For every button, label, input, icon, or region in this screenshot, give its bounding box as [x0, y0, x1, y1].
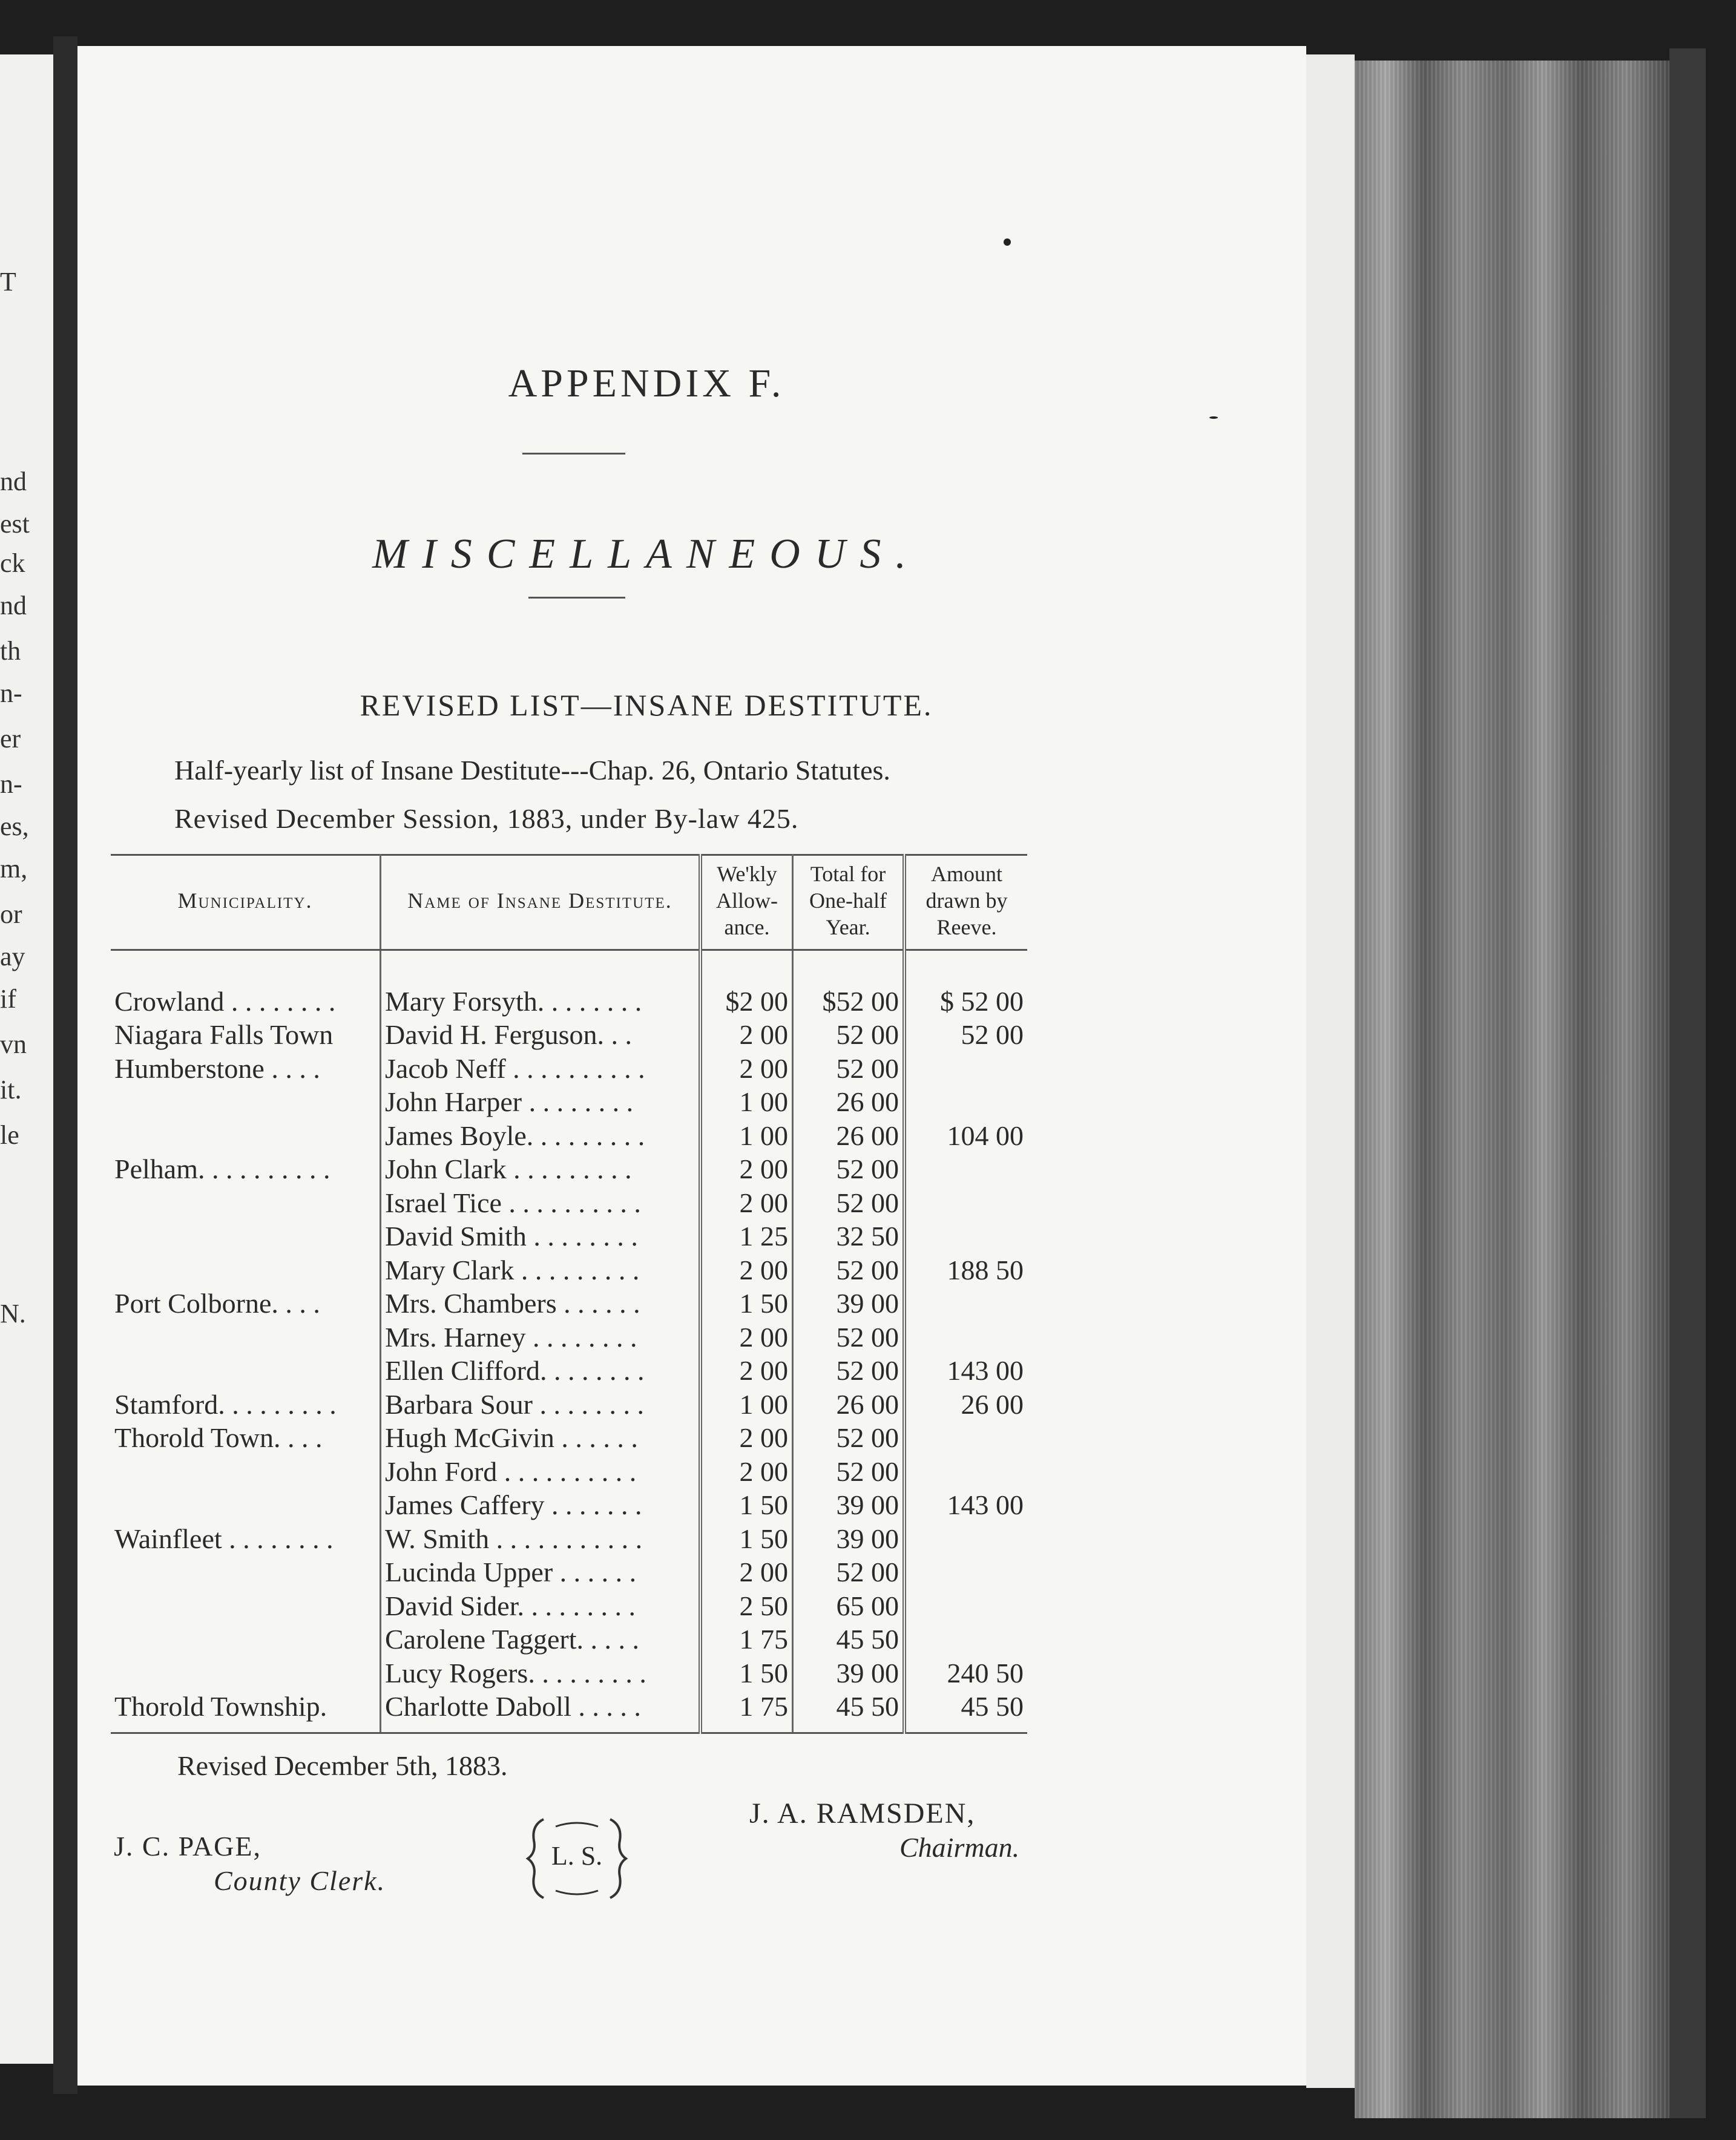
cell-weekly: 1 00 [700, 1388, 793, 1422]
table-row [111, 1589, 1027, 1623]
cell-total: 39 00 [793, 1522, 905, 1556]
cell-weekly: 2 00 [700, 1018, 793, 1052]
cell-amount [904, 1421, 1027, 1455]
header-amount-drawn: Amount drawn by Reeve. [904, 855, 1027, 950]
cell-weekly: 2 00 [700, 1052, 793, 1086]
cell-amount [904, 1287, 1027, 1321]
cell-municipality [111, 1219, 381, 1253]
cell-municipality [111, 1656, 381, 1690]
destitute-table [111, 854, 1027, 1734]
cell-weekly: 2 00 [700, 1354, 793, 1388]
cell-municipality: Port Colborne. . . . [111, 1287, 381, 1321]
cell-total: 65 00 [793, 1589, 905, 1623]
cell-total: 52 00 [793, 1354, 905, 1388]
header-weekly-allowance: We'kly Allow-ance. [700, 855, 793, 950]
cell-amount: 26 00 [961, 1388, 1024, 1420]
table-row [111, 1354, 1027, 1388]
table-row [111, 1186, 1027, 1220]
table-spacer-row [111, 950, 1027, 985]
cell-name: Mrs. Chambers . . . . . . [381, 1287, 701, 1321]
cell-total: 52 00 [793, 1052, 905, 1086]
cell-name: W. Smith . . . . . . . . . . . [381, 1522, 701, 1556]
prev-page-fragment: n- [0, 678, 22, 708]
cell-name: Charlotte Daboll . . . . . [381, 1690, 701, 1733]
cell-total: 26 00 [793, 1388, 905, 1422]
cell-total: 45 50 [793, 1690, 905, 1733]
cell-total: 52 00 [793, 1253, 905, 1287]
cell-name: David Sider. . . . . . . . . [381, 1589, 701, 1623]
chairman-title: Chairman. [899, 1832, 1020, 1863]
cell-weekly: 1 75 [700, 1690, 793, 1733]
cell-municipality: Pelham. . . . . . . . . . [111, 1152, 381, 1186]
table-header-row [111, 855, 1027, 950]
cell-municipality: Crowland . . . . . . . . [111, 985, 381, 1019]
table-row [111, 1690, 1027, 1733]
cell-total: 45 50 [793, 1623, 905, 1656]
prev-page-fragment: nd [0, 591, 27, 620]
cell-amount [904, 1321, 1027, 1354]
prev-page-fragment: ay [0, 942, 25, 971]
table-row [111, 1555, 1027, 1589]
cell-total: 26 00 [793, 1085, 905, 1119]
cell-weekly: $2 00 [700, 985, 793, 1019]
previous-page-edge [0, 54, 53, 2064]
title-divider [522, 453, 625, 455]
cell-municipality: Niagara Falls Town [111, 1018, 381, 1052]
cell-name: John Ford . . . . . . . . . . [381, 1455, 701, 1489]
prev-page-fragment: le [0, 1120, 19, 1150]
table-row [111, 1321, 1027, 1354]
prev-page-fragment: or [0, 899, 22, 929]
table-row [111, 985, 1027, 1019]
cell-municipality [111, 1321, 381, 1354]
table-row [111, 1287, 1027, 1321]
cell-municipality [111, 1186, 381, 1220]
prev-page-fragment: T [0, 267, 16, 297]
prev-page-fragment: if [0, 984, 16, 1014]
cell-name: Lucinda Upper . . . . . . [381, 1555, 701, 1589]
prev-page-fragment: ck [0, 548, 25, 578]
page-edge-inner [1306, 54, 1355, 2088]
header-municipality: Municipality. [111, 855, 381, 950]
cell-name: Mrs. Harney . . . . . . . . [381, 1321, 701, 1354]
cell-total: $52 00 [793, 985, 905, 1019]
cell-amount: 188 50 [947, 1254, 1024, 1285]
clerk-title: County Clerk. [214, 1865, 386, 1896]
cell-municipality [111, 1253, 381, 1287]
cell-weekly: 1 50 [700, 1522, 793, 1556]
cell-municipality [111, 1119, 381, 1153]
cell-name: Hugh McGivin . . . . . . [381, 1421, 701, 1455]
seal-mark [525, 1813, 628, 1904]
cell-weekly: 1 75 [700, 1623, 793, 1656]
table-row [111, 1421, 1027, 1455]
cell-weekly: 2 00 [700, 1455, 793, 1489]
appendix-title: APPENDIX F. [508, 361, 785, 405]
cell-municipality: Humberstone . . . . [111, 1052, 381, 1086]
cell-amount [904, 1522, 1027, 1556]
table-row [111, 1119, 1027, 1153]
cell-amount: 104 00 [947, 1120, 1024, 1151]
clerk-name: J. C. PAGE, [114, 1831, 261, 1862]
table-row [111, 1085, 1027, 1119]
cell-name: Mary Clark . . . . . . . . . [381, 1253, 701, 1287]
section-title: MISCELLANEOUS. [372, 531, 921, 577]
prev-page-fragment: th [0, 636, 21, 666]
cell-municipality [111, 1354, 381, 1388]
cell-total: 32 50 [793, 1219, 905, 1253]
table-row [111, 1219, 1027, 1253]
cell-total: 52 00 [793, 1555, 905, 1589]
cell-amount: $ 52 00 [940, 985, 1024, 1017]
cell-weekly: 1 00 [700, 1119, 793, 1153]
cell-amount: 143 00 [947, 1355, 1024, 1387]
cell-name: Ellen Clifford. . . . . . . . [381, 1354, 701, 1388]
cell-total: 52 00 [793, 1018, 905, 1052]
cell-municipality: Stamford. . . . . . . . . [111, 1388, 381, 1422]
cell-amount: 143 00 [947, 1489, 1024, 1521]
cell-municipality: Thorold Town. . . . [111, 1421, 381, 1455]
cell-total: 52 00 [793, 1421, 905, 1455]
prev-page-fragment: N. [0, 1299, 26, 1328]
cell-total: 39 00 [793, 1656, 905, 1690]
cell-amount [904, 1555, 1027, 1589]
cell-municipality [111, 1455, 381, 1489]
cell-name: Mary Forsyth. . . . . . . . [381, 985, 701, 1019]
cell-weekly: 2 00 [700, 1186, 793, 1220]
cell-total: 52 00 [793, 1186, 905, 1220]
table-row [111, 1455, 1027, 1489]
cell-amount [904, 1623, 1027, 1656]
prev-page-fragment: m, [0, 854, 28, 884]
cell-weekly: 2 00 [700, 1253, 793, 1287]
cell-municipality [111, 1623, 381, 1656]
subtitle-session: Revised December Session, 1883, under By-law 425. [174, 803, 799, 834]
cell-name: Barbara Sour . . . . . . . . [381, 1388, 701, 1422]
cell-name: Jacob Neff . . . . . . . . . . [381, 1052, 701, 1086]
header-name: Name of Insane Destitute. [381, 855, 701, 950]
table-row [111, 1522, 1027, 1556]
document-page [77, 46, 1306, 2086]
page-speck [1004, 238, 1011, 246]
revised-date: Revised December 5th, 1883. [177, 1750, 508, 1781]
cell-total: 52 00 [793, 1321, 905, 1354]
cell-amount [904, 1589, 1027, 1623]
cell-amount: 52 00 [961, 1019, 1024, 1051]
cell-municipality: Wainfleet . . . . . . . . [111, 1522, 381, 1556]
cell-total: 52 00 [793, 1152, 905, 1186]
cell-amount [904, 1052, 1027, 1086]
table-row [111, 1623, 1027, 1656]
cell-name: David Smith . . . . . . . . [381, 1219, 701, 1253]
cell-name: James Boyle. . . . . . . . . [381, 1119, 701, 1153]
table-row [111, 1253, 1027, 1287]
table-row [111, 1656, 1027, 1690]
cell-municipality [111, 1085, 381, 1119]
cell-amount [904, 1152, 1027, 1186]
table-row [111, 1052, 1027, 1086]
cell-weekly: 2 00 [700, 1555, 793, 1589]
cell-total: 39 00 [793, 1287, 905, 1321]
cell-municipality [111, 1488, 381, 1522]
cell-amount [904, 1219, 1027, 1253]
cell-amount [904, 1455, 1027, 1489]
prev-page-fragment: es, [0, 812, 29, 841]
table-row [111, 1018, 1027, 1052]
cell-weekly: 1 00 [700, 1085, 793, 1119]
section-divider [528, 597, 625, 599]
prev-page-fragment: est [0, 509, 30, 539]
cell-name: John Clark . . . . . . . . . [381, 1152, 701, 1186]
book-gutter [53, 36, 77, 2094]
cell-weekly: 2 00 [700, 1321, 793, 1354]
chairman-name: J. A. RAMSDEN, [749, 1797, 976, 1830]
cell-amount [904, 1186, 1027, 1220]
prev-page-fragment: nd [0, 467, 27, 496]
prev-page-fragment: er [0, 724, 21, 753]
cell-name: James Caffery . . . . . . . [381, 1488, 701, 1522]
cell-weekly: 1 50 [700, 1287, 793, 1321]
cell-name: Lucy Rogers. . . . . . . . . [381, 1656, 701, 1690]
table-row [111, 1488, 1027, 1522]
seal-text: L. S. [551, 1841, 603, 1871]
table-body [111, 950, 1027, 1733]
cell-weekly: 1 50 [700, 1488, 793, 1522]
cell-name: John Harper . . . . . . . . [381, 1085, 701, 1119]
book-cover-edge [1669, 48, 1706, 2118]
list-title: REVISED LIST—INSANE DESTITUTE. [360, 688, 933, 722]
cell-amount: 240 50 [947, 1657, 1024, 1689]
header-half-year-total: Total for One-half Year. [793, 855, 905, 950]
cell-weekly: 1 50 [700, 1656, 793, 1690]
cell-amount: 45 50 [904, 1690, 1027, 1733]
cell-name: David H. Ferguson. . . [381, 1018, 701, 1052]
page-speck [1209, 416, 1218, 419]
book-page-lines [1355, 61, 1669, 2118]
subtitle-statute: Half-yearly list of Insane Destitute---Chap. 26, Ontario Statutes. [174, 755, 890, 786]
prev-page-fragment: it. [0, 1075, 22, 1104]
cell-weekly: 2 00 [700, 1421, 793, 1455]
prev-page-fragment: vn [0, 1029, 27, 1059]
cell-total: 52 00 [793, 1455, 905, 1489]
cell-municipality: Thorold Township. [111, 1690, 381, 1733]
cell-municipality [111, 1589, 381, 1623]
cell-weekly: 2 00 [700, 1152, 793, 1186]
cell-name: Israel Tice . . . . . . . . . . [381, 1186, 701, 1220]
table-row [111, 1152, 1027, 1186]
table-row [111, 1388, 1027, 1422]
cell-name: Carolene Taggert. . . . . [381, 1623, 701, 1656]
cell-total: 39 00 [793, 1488, 905, 1522]
cell-weekly: 2 50 [700, 1589, 793, 1623]
cell-weekly: 1 25 [700, 1219, 793, 1253]
cell-total: 26 00 [793, 1119, 905, 1153]
cell-amount [904, 1085, 1027, 1119]
cell-municipality [111, 1555, 381, 1589]
prev-page-fragment: n- [0, 769, 22, 799]
